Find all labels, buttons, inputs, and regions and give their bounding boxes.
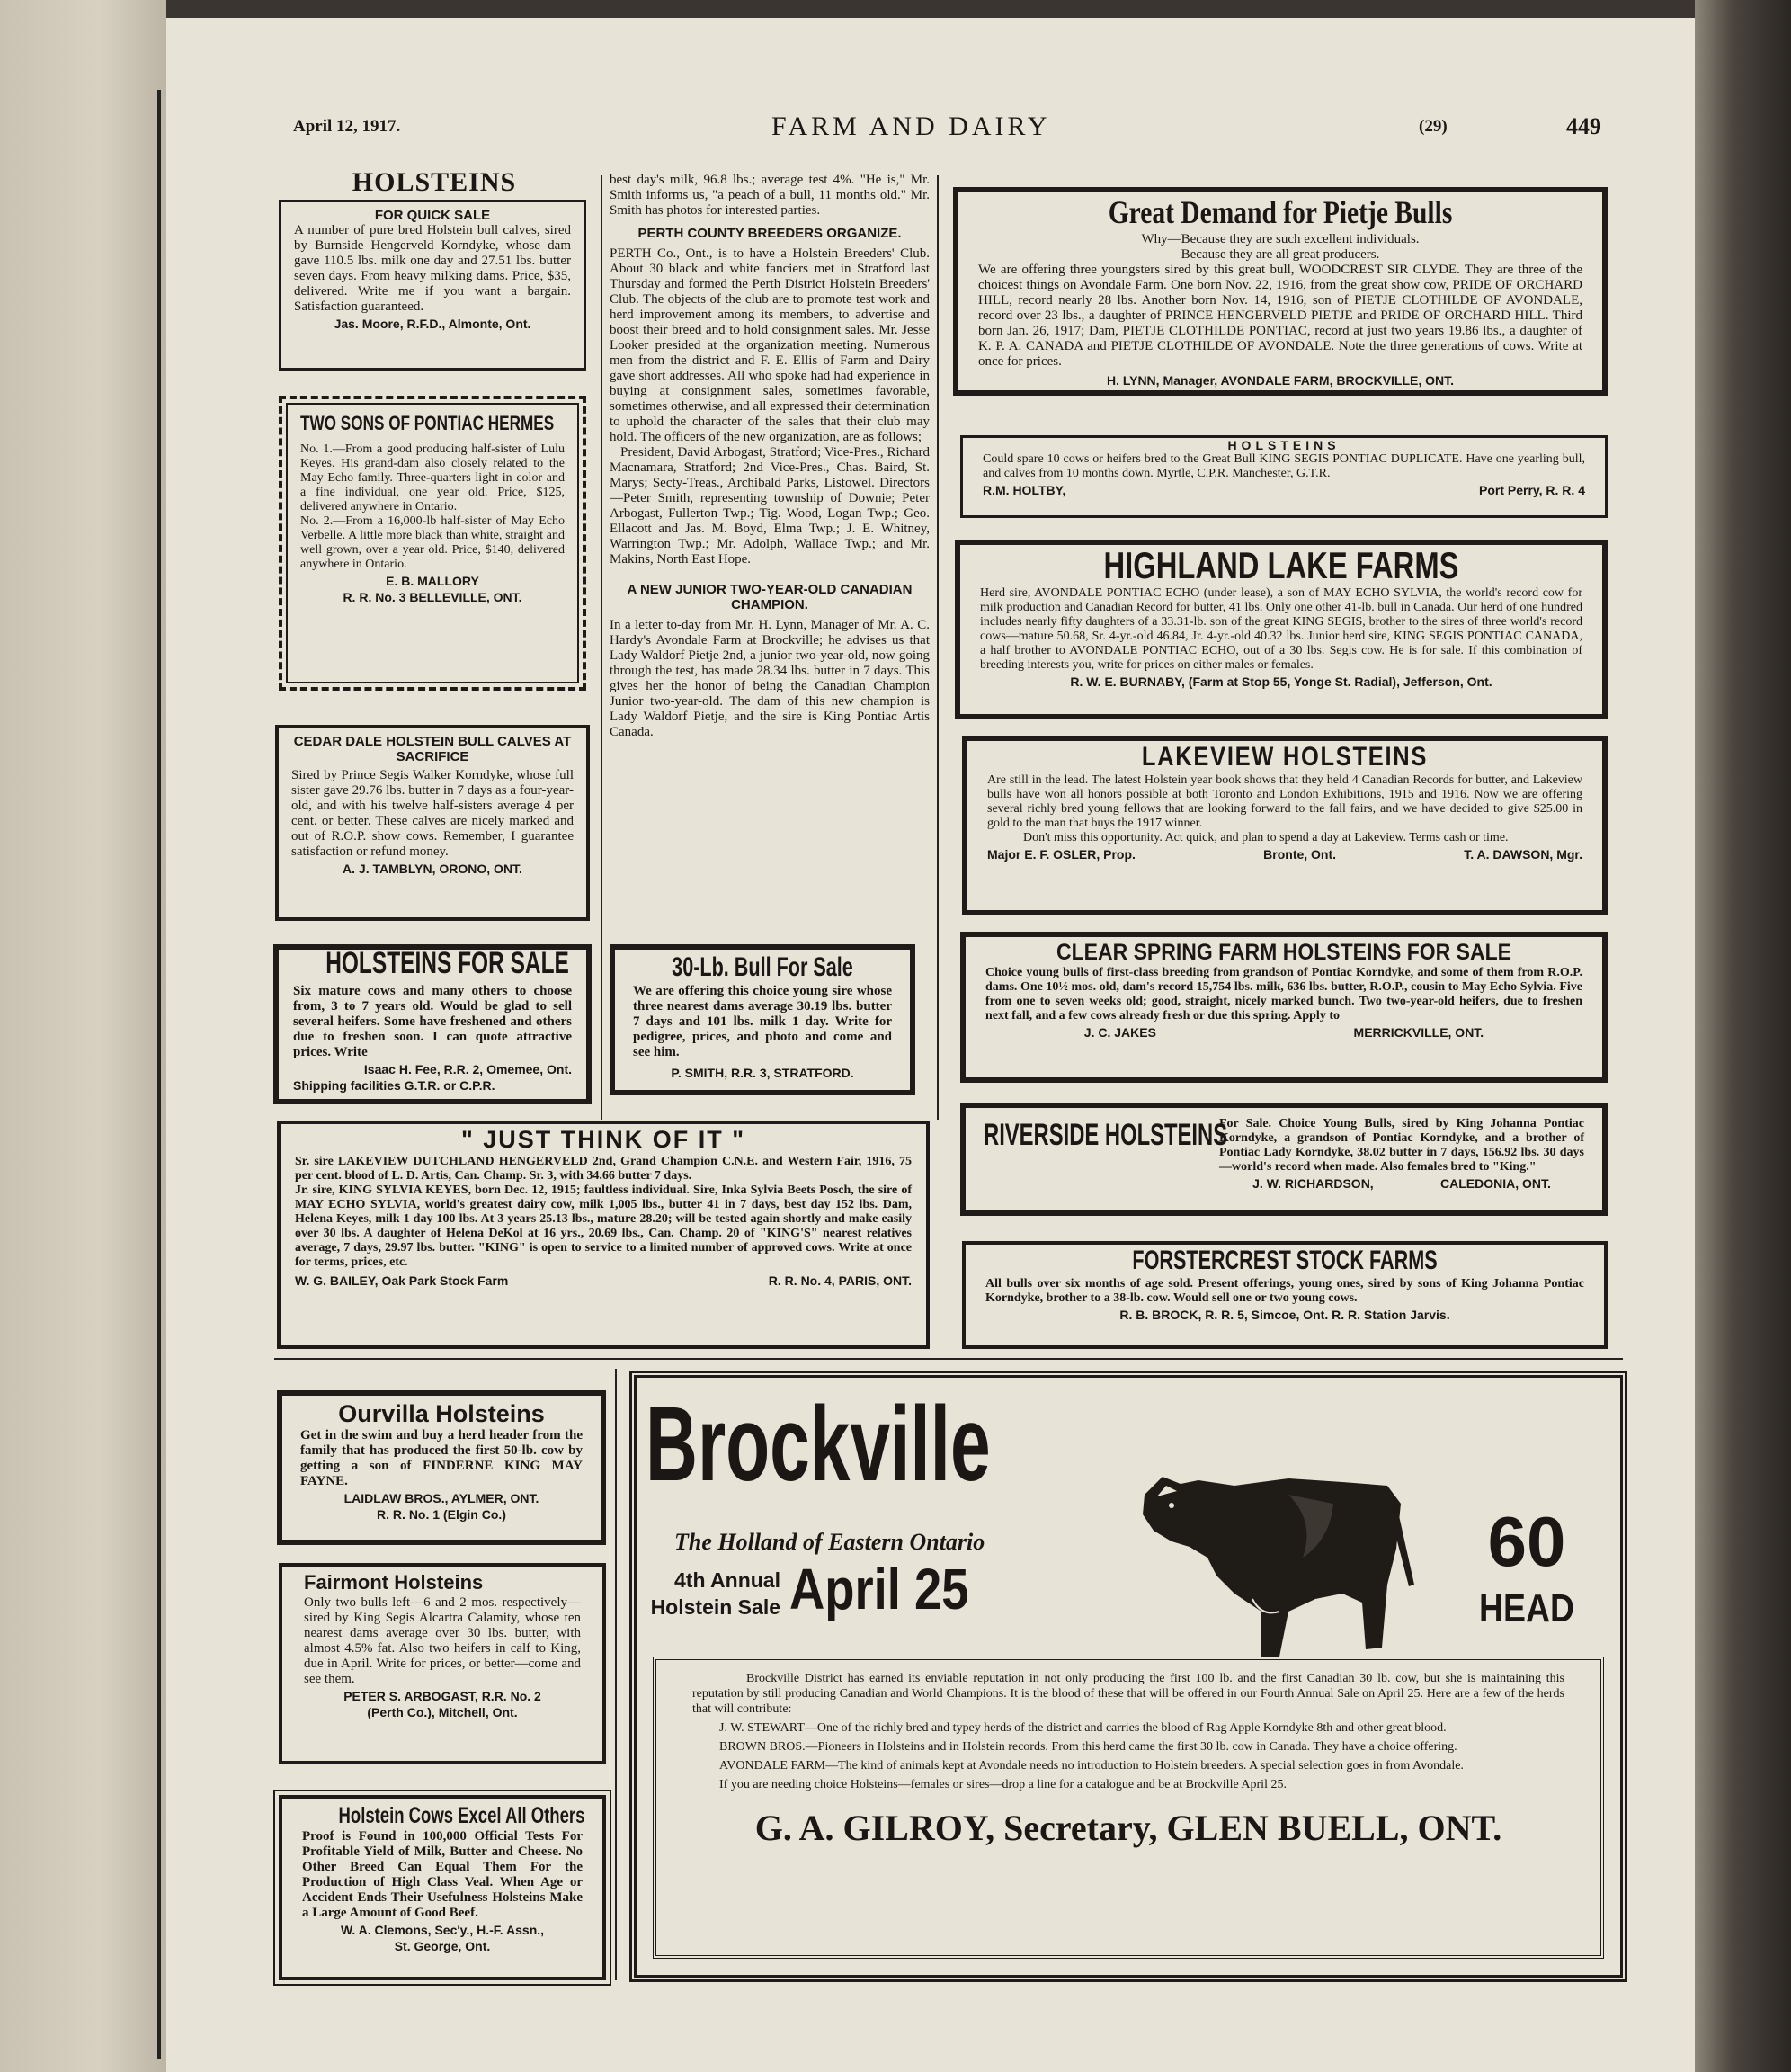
- ad-signature: H. LYNN, Manager, AVONDALE FARM, BROCKVILLE, ONT.: [1106, 373, 1455, 388]
- ad-title: HOLSTEINS FOR SALE: [325, 946, 569, 980]
- ad-signature: St. George, Ont.: [394, 1939, 491, 1953]
- brockville-sale-date: April 25: [789, 1557, 969, 1621]
- article-officers: President, David Arbogast, Stratford; Vice-Pres., Richard Macnamara, Stratford; 2nd Vice-Pres., Chas. Baird, St. Marys; Secty-Treas., Archibald Parks, Listowel. Directors—Peter Smith, representing township of Downie; Peter Arbogast, Fullerton Twp.; Tig. Wood, Logan Twp.; Geo. Ellacott and Jas. M. Boyd, Elma Twp.; J. E. Whitney, Warrington Twp.; Mr. Adolph, Wallace Twp.; and Mr. Makins, North East Hope.: [610, 445, 930, 567]
- ad-signature: R. W. E. BURNABY, (Farm at Stop 55, Yonge St. Radial), Jefferson, Ont.: [1070, 674, 1492, 689]
- news-column: [610, 173, 930, 937]
- column-divider: [601, 175, 602, 1120]
- ad-title: CLEAR SPRING FARM HOLSTEINS FOR SALE: [1056, 940, 1512, 965]
- brockville-contributor: BROWN BROS.—Pioneers in Holsteins and in Holstein records. From this herd came the first 30 lb. cow in Canada. They have a choice offering.: [719, 1740, 1457, 1754]
- ad-holsteins-title: HOLSTEINS: [352, 167, 517, 197]
- column-divider: [615, 1369, 617, 1980]
- ad-cedar-dale: [275, 725, 590, 921]
- ad-signature: T. A. DAWSON, Mgr.: [1464, 847, 1582, 862]
- ad-title: Great Demand for Pietje Bulls: [1108, 194, 1453, 230]
- ad-title: " JUST THINK OF IT ": [460, 1126, 746, 1153]
- ad-body: Herd sire, AVONDALE PONTIAC ECHO (under lease), a son of MAY ECHO SYLVIA, the world's record cow for milk production and Canadian Record for butter, 41 lbs. Only one other 41-lb. bull in Canada. Our herd of one hundred includes nearly fifty daughters of a 33.31-lb. son of the great KING SEGIS, brother to the sires of three world's record cows—mature 50.68, Sr. 4-yr.-old 46.84, Jr. 4-yr.-old 40.32 lbs. Junior herd sire, KING SEGIS PONTIAC CANADA, a half brother to AVONDALE PONTIAC ECHO, out of a 30 lbs. Segis cow. He is for sale. If this combination of breeding interests you, write for prices on either males or females.: [980, 586, 1582, 672]
- brockville-signature: G. A. GILROY, Secretary, GLEN BUELL, ONT.: [754, 1808, 1502, 1848]
- ad-two-sons-pontiac-hermes: [279, 396, 586, 691]
- ad-body-1: No. 1.—From a good producing half-sister of Lulu Keyes. His grand-dam also closely related to the May Echo family. Three-quarters light in color and a fine individual, one year old. Price, $125, delivered anywhere in Ontario.: [300, 442, 565, 514]
- ad-just-think-of-it: [277, 1121, 930, 1349]
- ad-body: Only two bulls left—6 and 2 mos. respectively—sired by King Segis Alcartra Calamity, whose ten nearest dams average over 30 lbs. butter, with almost 4.5% fat. Also two heifers in calf to King, due in April. Write for prices, or better—come and see them.: [304, 1595, 581, 1686]
- ad-signature: CALEDONIA, ONT.: [1439, 1176, 1551, 1191]
- page-code: (29): [1419, 117, 1448, 136]
- brockville-head-count: 60: [1487, 1502, 1566, 1581]
- ad-title: CEDAR DALE HOLSTEIN BULL CALVES AT SACRIFICE: [293, 734, 572, 764]
- ad-signature: Shipping facilities G.T.R. or C.P.R.: [293, 1078, 495, 1093]
- brockville-intro: Brockville District has earned its enviable reputation in not only producing the first 100 lb. and the first Canadian 30 lb. cow, but she is maintaining this reputation by still producing Canadian and World Champions. It is the blood of these that will be offered in our Fourth Annual Sale on April 25. Here are a few of the herds that will contribute:: [692, 1672, 1564, 1716]
- ad-title: FORSTERCREST STOCK FARMS: [1132, 1246, 1438, 1275]
- ad-body: Are still in the lead. The latest Holstein year book shows that they held 4 Canadian Records for butter, and Lakeview bulls have won all honors possible at both Toronto and London Exhibitions, 1915 and 1916. Now we are offering several richly bred young fellows that are looking forward to the fall fairs, and we have decided to give $25.00 in gold to the man that buys the 1917 winner.: [987, 773, 1582, 830]
- ad-ourvilla: [277, 1390, 606, 1545]
- ad-clear-spring: [960, 932, 1608, 1083]
- ad-signature: MERRICKVILLE, ONT.: [1353, 1025, 1484, 1040]
- ad-signature: R. R. No. 1 (Elgin Co.): [377, 1507, 506, 1522]
- book-edge: [1695, 0, 1791, 2072]
- ad-body-2: No. 2.—From a 16,000-lb half-sister of May Echo Verbelle. A little more black than white, straight and well grown, over a year old. Price, $140, delivered anywhere in Ontario.: [300, 514, 565, 571]
- ad-body: Get in the swim and buy a herd header from the family that has produced the first 50-lb. cow by getting a son of FINDERNE KING MAY FAYNE.: [300, 1428, 583, 1488]
- ad-title: 30-Lb. Bull For Sale: [672, 952, 853, 982]
- ad-highland-lake: [955, 540, 1608, 719]
- ad-title: RIVERSIDE HOLSTEINS: [984, 1118, 1228, 1152]
- ad-holsteins-quick-sale: [279, 200, 586, 371]
- ad-holsteins-for-sale: [273, 944, 592, 1104]
- masthead: FARM AND DAIRY: [771, 112, 1051, 141]
- ad-brockville-sale: [629, 1371, 1627, 1982]
- page-number: 449: [1566, 113, 1601, 139]
- ad-body: Jr. sire, KING SYLVIA KEYES, born Dec. 12, 1915; faultless individual. Sire, Inka Sylvia Beets Posch, the sire of MAY ECHO SYLVIA, world's greatest dairy cow, milk 1,005 lbs., butter 41 in 7 days, best day 152 lbs. Dam, Helena Keyes, milk 1 day 100 lbs. At 3 years 25.13 lbs., mature 28.20; will be tested again shortly and make easily over 30 lbs. A daughter of Helena DeKol at 16 yrs., 20.69 lbs., Can. Champ. 20 of "KING'S" nearest relatives average, 7 days, 29.97 lbs. butter. "KING" is open to service to a limited number of approved cows. Write at once for terms, prices, etc.: [295, 1183, 912, 1269]
- ad-signature: A. J. TAMBLYN, ORONO, ONT.: [343, 862, 522, 876]
- ad-signature: R. R. No. 3 BELLEVILLE, ONT.: [343, 590, 522, 604]
- section-rule: [274, 1358, 1623, 1360]
- ad-signature: J. C. JAKES: [1083, 1025, 1156, 1040]
- brockville-contributor: J. W. STEWART—One of the richly bred and typey herds of the district and carries the blood of Rag Apple Korndyke 8th and other great blood.: [719, 1721, 1447, 1735]
- brockville-head-label: HEAD: [1479, 1586, 1574, 1630]
- ad-title: HOLSTEINS: [1227, 438, 1341, 452]
- ad-pietje-bulls: [953, 187, 1608, 396]
- ad-body: Proof is Found in 100,000 Official Tests For Profitable Yield of Milk, Butter and Cheese. No Other Breed Can Equal Them For the Production of High Class Veal. When Age or Accident Ends Their Usefulness Holsteins Make a Large Amount of Good Beef.: [302, 1829, 583, 1920]
- brockville-contributor: AVONDALE FARM—The kind of animals kept at Avondale needs no introduction to Holstein breeders. A special selection goes in from Avondale.: [719, 1759, 1464, 1773]
- margin-rule: [157, 90, 161, 2059]
- ad-body: Could spare 10 cows or heifers bred to the Great Bull KING SEGIS PONTIAC DUPLICATE. Have one yearling bull, and calves from 10 months down. Myrtle, C.P.R. Manchester, G.T.R.: [983, 452, 1585, 480]
- ad-title: TWO SONS OF PONTIAC HERMES: [300, 412, 555, 434]
- ad-signature: P. SMITH, R.R. 3, STRATFORD.: [671, 1066, 854, 1080]
- article-headline: A NEW JUNIOR TWO-YEAR-OLD CANADIAN CHAMPION.: [627, 582, 913, 612]
- brockville-title: Brockville: [646, 1385, 991, 1504]
- ad-signature: R. R. No. 4, PARIS, ONT.: [768, 1273, 912, 1288]
- ad-body: We are offering three youngsters sired by this great bull, WOODCREST SIR CLYDE. They are three of the choicest things on Avondale Farm. One born Nov. 22, 1916, from the great show cow, PRIDE OF ORCHARD HILL, record nearly 28 lbs. Another born Nov. 14, 1916, son of PIETJE CLOTHILDE OF AVONDALE, record over 23 lbs., a daughter of PRINCE HENGERVELD PIETJE and PRIDE OF ORCHARD HILL. Third born Jan. 26, 1917; Dam, PIETJE CLOTHILDE PONTIAC, record at just two years 19.86 lbs., a daughter of K. P. A. CANADA and PIETJE CLOTHILDE OF AVONDALE. Note the three generations of cows. Write at once for prices.: [978, 263, 1582, 369]
- ad-body: For Sale. Choice Young Bulls, sired by King Johanna Pontiac Korndyke, a grandson of Pontiac Korndyke, and a brother of Pontiac Lady Korndyke, 38.02 butter in 7 days, 156.92 lbs. 30 days—world's record when made. Also females bred to "King.": [1219, 1117, 1584, 1174]
- ad-body: Don't miss this opportunity. Act quick, and plan to spend a day at Lakeview. Terms cash or time.: [1023, 831, 1509, 844]
- ad-forstercrest: [962, 1241, 1608, 1349]
- ad-signature: PETER S. ARBOGAST, R.R. No. 2: [343, 1689, 541, 1703]
- ad-30lb-bull: [610, 944, 915, 1095]
- ad-signature: Bronte, Ont.: [1263, 847, 1337, 862]
- page-binding: [0, 0, 166, 2072]
- article-lead: best day's milk, 96.8 lbs.; average test 4%. "He is," Mr. Smith informs us, "a peach of a bull, 11 months old." Mr. Smith has photos for interested parties.: [610, 173, 930, 218]
- ad-title: Fairmont Holsteins: [304, 1571, 484, 1594]
- ad-lakeview: [962, 736, 1608, 915]
- ad-signature: J. W. RICHARDSON,: [1252, 1176, 1374, 1191]
- ad-body: Sired by Prince Segis Walker Korndyke, whose full sister gave 29.76 lbs. butter in 7 days as a four-year-old, and with his twelve half-sisters average 4 per cent. or better. These calves are nicely marked and out of R.O.P. show cows. Remember, I guarantee satisfaction or refund money.: [291, 768, 574, 859]
- ad-title: Ourvilla Holsteins: [338, 1400, 545, 1427]
- ad-riverside: [960, 1103, 1608, 1216]
- ad-body: Six mature cows and many others to choose from, 3 to 7 years old. Would be glad to sell several heifers. Some have freshened and others due to freshen soon. I can quote attractive prices. Write: [293, 984, 572, 1059]
- ad-subtitle: Why—Because they are such excellent individuals.: [1141, 232, 1420, 246]
- ad-signature: Isaac H. Fee, R.R. 2, Omemee, Ont.: [363, 1062, 572, 1076]
- brockville-annual: 4th Annual: [674, 1568, 780, 1592]
- brockville-closing: If you are needing choice Holsteins—females or sires—drop a line for a catalogue and be at Brockville April 25.: [719, 1778, 1287, 1791]
- ad-title: Holstein Cows Excel All Others: [338, 1803, 585, 1828]
- ad-signature: Major E. F. OSLER, Prop.: [987, 847, 1136, 862]
- ad-body: A number of pure bred Holstein bull calves, sired by Burnside Hengerveld Korndyke, whose dam gave 110.5 lbs. milk one day and 27.51 lbs. butter seven days. From heavy milking dams. Price, $35, delivered. Write me if you want a bargain. Satisfaction guaranteed.: [294, 223, 571, 314]
- ad-signature: W. A. Clemons, Sec'y., H.-F. Assn.,: [340, 1923, 545, 1937]
- ad-signature: Port Perry, R. R. 4: [1478, 483, 1585, 497]
- ad-signature: (Perth Co.), Mitchell, Ont.: [367, 1705, 518, 1719]
- article-headline: PERTH COUNTY BREEDERS ORGANIZE.: [637, 226, 902, 241]
- ad-signature: W. G. BAILEY, Oak Park Stock Farm: [295, 1273, 509, 1288]
- ad-body: All bulls over six months of age sold. Present offerings, young ones, sired by sons of King Johanna Pontiac Korndyke, brother to a 38-lb. cow. Would sell one or two young cows.: [985, 1277, 1584, 1305]
- ad-signature: E. B. MALLORY: [386, 574, 479, 588]
- ad-signature: Jas. Moore, R.F.D., Almonte, Ont.: [334, 317, 531, 331]
- brockville-details: [653, 1657, 1604, 1959]
- ad-signature: LAIDLAW BROS., AYLMER, ONT.: [343, 1491, 539, 1505]
- brockville-tagline: The Holland of Eastern Ontario: [674, 1529, 985, 1555]
- ad-body: We are offering this choice young sire whose three nearest dams average 30.19 lbs. butter 7 days and 101 lbs. milk 1 day. Write for pedigree, prices, and photo and come and see him.: [633, 984, 892, 1059]
- ad-fairmont: [279, 1563, 606, 1764]
- ad-subtitle: FOR QUICK SALE: [374, 208, 491, 223]
- article-body: PERTH Co., Ont., is to have a Holstein Breeders' Club. About 30 black and white fanciers met in Stratford last Thursday and formed the Perth District Holstein Breeders' Club. The objects of the club are to promote test work and herd improvement among its members, to advertise and boost their breed and to hold consignment sales. Mr. Jesse Looker presided at the organization meeting. Numerous men from the district and F. E. Ellis of Farm and Dairy gave short addresses. All who spoke had had experience in buying at consignment sales, sometimes favorable, sometimes otherwise, and all expressed their determination to uphold the character of the sales that their club may hold. The officers of the new organization, are as follows;: [610, 246, 930, 444]
- ad-signature: R. B. BROCK, R. R. 5, Simcoe, Ont. R. R. Station Jarvis.: [1119, 1308, 1450, 1322]
- ad-title: HIGHLAND LAKE FARMS: [1103, 544, 1459, 586]
- brockville-annual: Holstein Sale: [650, 1595, 780, 1619]
- ad-signature: R.M. HOLTBY,: [983, 483, 1066, 497]
- ad-body: Sr. sire LAKEVIEW DUTCHLAND HENGERVELD 2nd, Grand Champion C.N.E. and Western Fair, 1916, 75 per cent. blood of L. D. Artis, Can. Champ. Sr. 3, with 34.66 butter 7 days.: [295, 1155, 912, 1183]
- ad-subtitle: Because they are all great producers.: [1181, 247, 1380, 262]
- ad-holtby-holsteins: [960, 435, 1608, 518]
- article-body: In a letter to-day from Mr. H. Lynn, Manager of Mr. A. C. Hardy's Avondale Farm at Brockville; he advises us that Lady Waldorf Pietje 2nd, a junior two-year-old, now going through the test, has made 28.34 lbs. butter in 7 days. This gives her the honor of being the Canadian Champion Junior two-year-old. The dam of this new champion is Lady Waldorf Pietje, and the sire is King Pontiac Artis Canada.: [610, 618, 930, 739]
- column-divider: [937, 175, 939, 1120]
- issue-date: April 12, 1917.: [293, 117, 401, 136]
- ad-title: LAKEVIEW HOLSTEINS: [1141, 742, 1429, 772]
- ad-holstein-cows-excel: [279, 1795, 606, 1980]
- holstein-cow-icon: [1127, 1441, 1423, 1666]
- ad-body: Choice young bulls of first-class breeding from grandson of Pontiac Korndyke, and some of them from R.O.P. dams. One 10½ mos. old, dam's record 15,754 lbs. milk, 636 lbs. butter, R.O.P., cousin to May Echo Sylvia. Five from one to seven weeks old; good, straight, nicely marked bunch. Two two-year-old heifers, due to freshen next fall, and a few cows already fresh or due this spring. Apply to: [985, 966, 1582, 1023]
